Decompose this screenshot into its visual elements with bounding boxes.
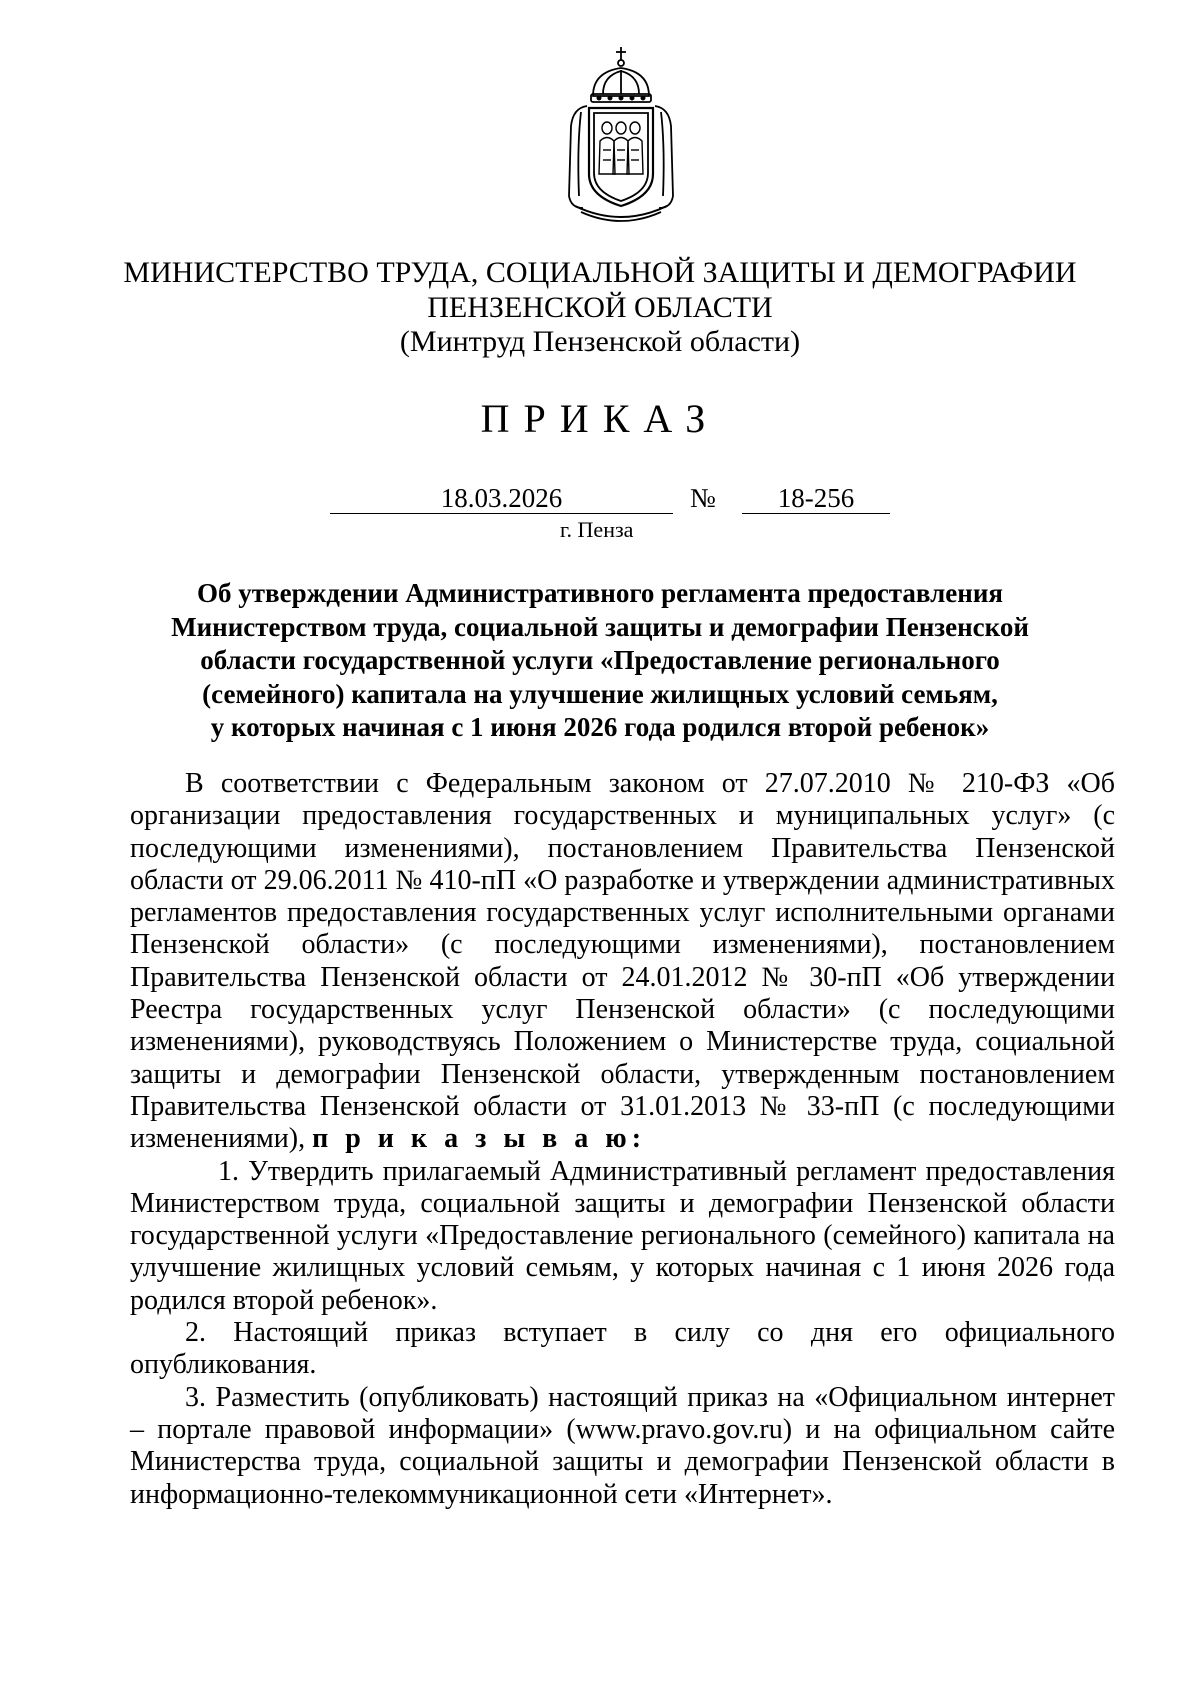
order-body — [130, 768, 1115, 1511]
title-line: Министерством труда, социальной защиты и демографии Пензенской — [171, 611, 1029, 642]
title-line: (семейного) капитала на улучшение жилищных условий семьям, — [202, 678, 998, 709]
order-item-1: 1. Утвердить прилагаемый Административный регламент предоставления Министерством труда, социальной защиты и демографии Пензенской области государственной услуги «Предоставление регионального (семейного) капитала на улучшение жилищных условий семьям, у которых начиная с 1 июня 2026 года родился второй ребенок». — [130, 1155, 1115, 1316]
order-item-3: 3. Разместить (опубликовать) настоящий приказ на «Официальном интернет – портале правовой информации» (www.pravo.gov.ru) и на официальном сайте Министерства труда, социальной защиты и демографии Пензенской области в информационно-телекоммуникационной сети «Интернет». — [130, 1381, 1115, 1510]
preamble-paragraph — [130, 768, 1115, 1156]
order-title — [130, 577, 1070, 745]
document-type-heading: ПРИКАЗ — [480, 396, 720, 441]
penza-region-coat-of-arms-icon — [563, 46, 679, 224]
command-word: п р и к а з ы в а ю: — [312, 1123, 647, 1155]
order-item-2: 2. Настоящий приказ вступает в силу со дня его официального опубликования. — [130, 1317, 1115, 1381]
title-line: Об утверждении Административного регламента предоставления — [197, 578, 1003, 608]
order-number: 18-256 — [742, 483, 890, 514]
ministry-name-line1: МИНИСТЕРСТВО ТРУДА, СОЦИАЛЬНОЙ ЗАЩИТЫ И ДЕМОГРАФИИ — [123, 256, 1077, 289]
order-city: г. Пенза — [560, 517, 634, 542]
title-line: области государственной услуги «Предоставление регионального — [200, 645, 1000, 676]
order-date: 18.03.2026 — [330, 483, 673, 514]
title-line: у которых начиная с 1 июня 2026 года родился второй ребенок» — [210, 712, 990, 743]
preamble-text: В соответствии с Федеральным законом от 27.07.2010 № 210-ФЗ «Об организации предоставления государственных и муниципальных услуг» (с последующими изменениями), постановлением Правительства Пензенской области от 29.06.2011 № 410-пП «О разработке и утверждении административных регламентов предоставления государственных услуг исполнительными органами Пензенской области» (с последующими изменениями), постановлением Правительства Пензенской области от 24.01.2012 № 30-пП «Об утверждении Реестра государственных услуг Пензенской области» (с последующими изменениями), руководствуясь Положением о Министерстве труда, социальной защиты и демографии Пензенской области, утвержденным постановлением Правительства Пензенской области от 31.01.2013 № 33-пП (с последующими изменениями), — [130, 768, 1115, 1155]
ministry-name-line2: ПЕНЗЕНСКОЙ ОБЛАСТИ — [427, 291, 773, 324]
ministry-short-name: (Минтруд Пензенской области) — [399, 325, 801, 358]
number-sign: № — [690, 483, 716, 513]
